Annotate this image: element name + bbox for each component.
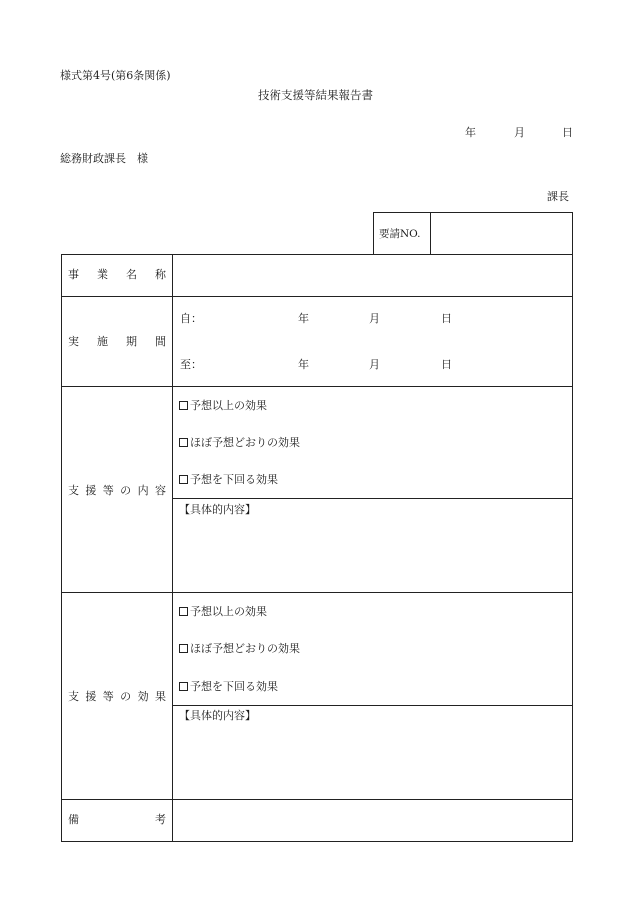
period-from-day[interactable]: 日: [441, 312, 452, 325]
date-day-label: 日: [562, 126, 573, 139]
support-content-option-3[interactable]: [179, 474, 278, 485]
period-label: [68, 336, 166, 347]
support-effect-details-label: 【具体的内容】: [179, 709, 256, 722]
period-to-year[interactable]: 年: [298, 358, 309, 371]
remarks-label-char-2: 考: [155, 813, 166, 826]
support-content-option-3-label: 予想を下回る効果: [190, 473, 278, 486]
support-effect-label-char-5: 効: [137, 690, 149, 703]
period-from-year[interactable]: 年: [298, 312, 309, 325]
support-content-label-char-2: 援: [85, 484, 97, 497]
project-name-label-char-1: 事: [68, 268, 79, 281]
checkbox-icon[interactable]: [179, 401, 188, 410]
checkbox-icon[interactable]: [179, 438, 188, 447]
checkbox-icon[interactable]: [179, 644, 188, 653]
support-content-option-2-label: ほぼ予想どおりの効果: [190, 436, 300, 449]
support-content-option-2[interactable]: [179, 437, 300, 448]
period-from-prefix: 自：: [180, 312, 202, 325]
period-label-char-2: 施: [97, 335, 108, 348]
support-effect-label: [68, 691, 166, 702]
date-month-label: 月: [514, 126, 525, 139]
period-to-prefix: 至：: [180, 358, 202, 371]
support-content-label: [68, 485, 166, 496]
remarks-label-char-1: 備: [68, 813, 79, 826]
support-effect-label-char-6: 果: [154, 690, 166, 703]
period-from-month[interactable]: 月: [369, 312, 380, 325]
support-content-label-char-4: の: [120, 484, 132, 497]
support-effect-label-char-2: 援: [85, 690, 97, 703]
form-number: 様式第4号(第6条関係): [60, 69, 171, 82]
support-effect-option-1[interactable]: [179, 606, 267, 617]
addressee: 総務財政課長 様: [60, 152, 148, 165]
support-effect-details-field[interactable]: [174, 727, 570, 797]
period-label-char-4: 間: [155, 335, 166, 348]
support-effect-option-3-label: 予想を下回る効果: [190, 680, 278, 693]
support-content-details-label: 【具体的内容】: [179, 503, 256, 516]
period-to-month[interactable]: 月: [369, 358, 380, 371]
support-effect-label-char-3: 等: [102, 690, 114, 703]
checkbox-icon[interactable]: [179, 475, 188, 484]
checkbox-icon[interactable]: [179, 607, 188, 616]
period-label-char-3: 期: [126, 335, 137, 348]
remarks-label: [68, 814, 166, 825]
project-name-label-char-3: 名: [126, 268, 137, 281]
support-effect-option-3[interactable]: [179, 681, 278, 692]
support-effect-label-char-4: の: [120, 690, 132, 703]
support-effect-label-char-1: 支: [68, 690, 79, 703]
period-label-char-1: 実: [68, 335, 79, 348]
sender-title: 課長: [547, 190, 569, 203]
request-number-label: 要請NO.: [379, 228, 421, 240]
date-year-label: 年: [465, 126, 476, 139]
period-to-day[interactable]: 日: [441, 358, 452, 371]
project-name-label-char-4: 称: [155, 268, 166, 281]
support-effect-option-1-label: 予想以上の効果: [190, 605, 267, 618]
support-content-label-char-1: 支: [68, 484, 79, 497]
support-effect-option-2[interactable]: [179, 643, 300, 654]
document-title: 技術支援等結果報告書: [258, 88, 373, 102]
project-name-label-char-2: 業: [97, 268, 108, 281]
support-content-option-1[interactable]: [179, 400, 267, 411]
support-content-label-char-5: 内: [137, 484, 149, 497]
support-content-details-field[interactable]: [174, 520, 570, 590]
support-effect-option-2-label: ほぼ予想どおりの効果: [190, 642, 300, 655]
support-content-label-char-6: 容: [154, 484, 166, 497]
project-name-label: [68, 269, 166, 280]
support-content-label-char-3: 等: [102, 484, 114, 497]
support-content-option-1-label: 予想以上の効果: [190, 399, 267, 412]
checkbox-icon[interactable]: [179, 682, 188, 691]
